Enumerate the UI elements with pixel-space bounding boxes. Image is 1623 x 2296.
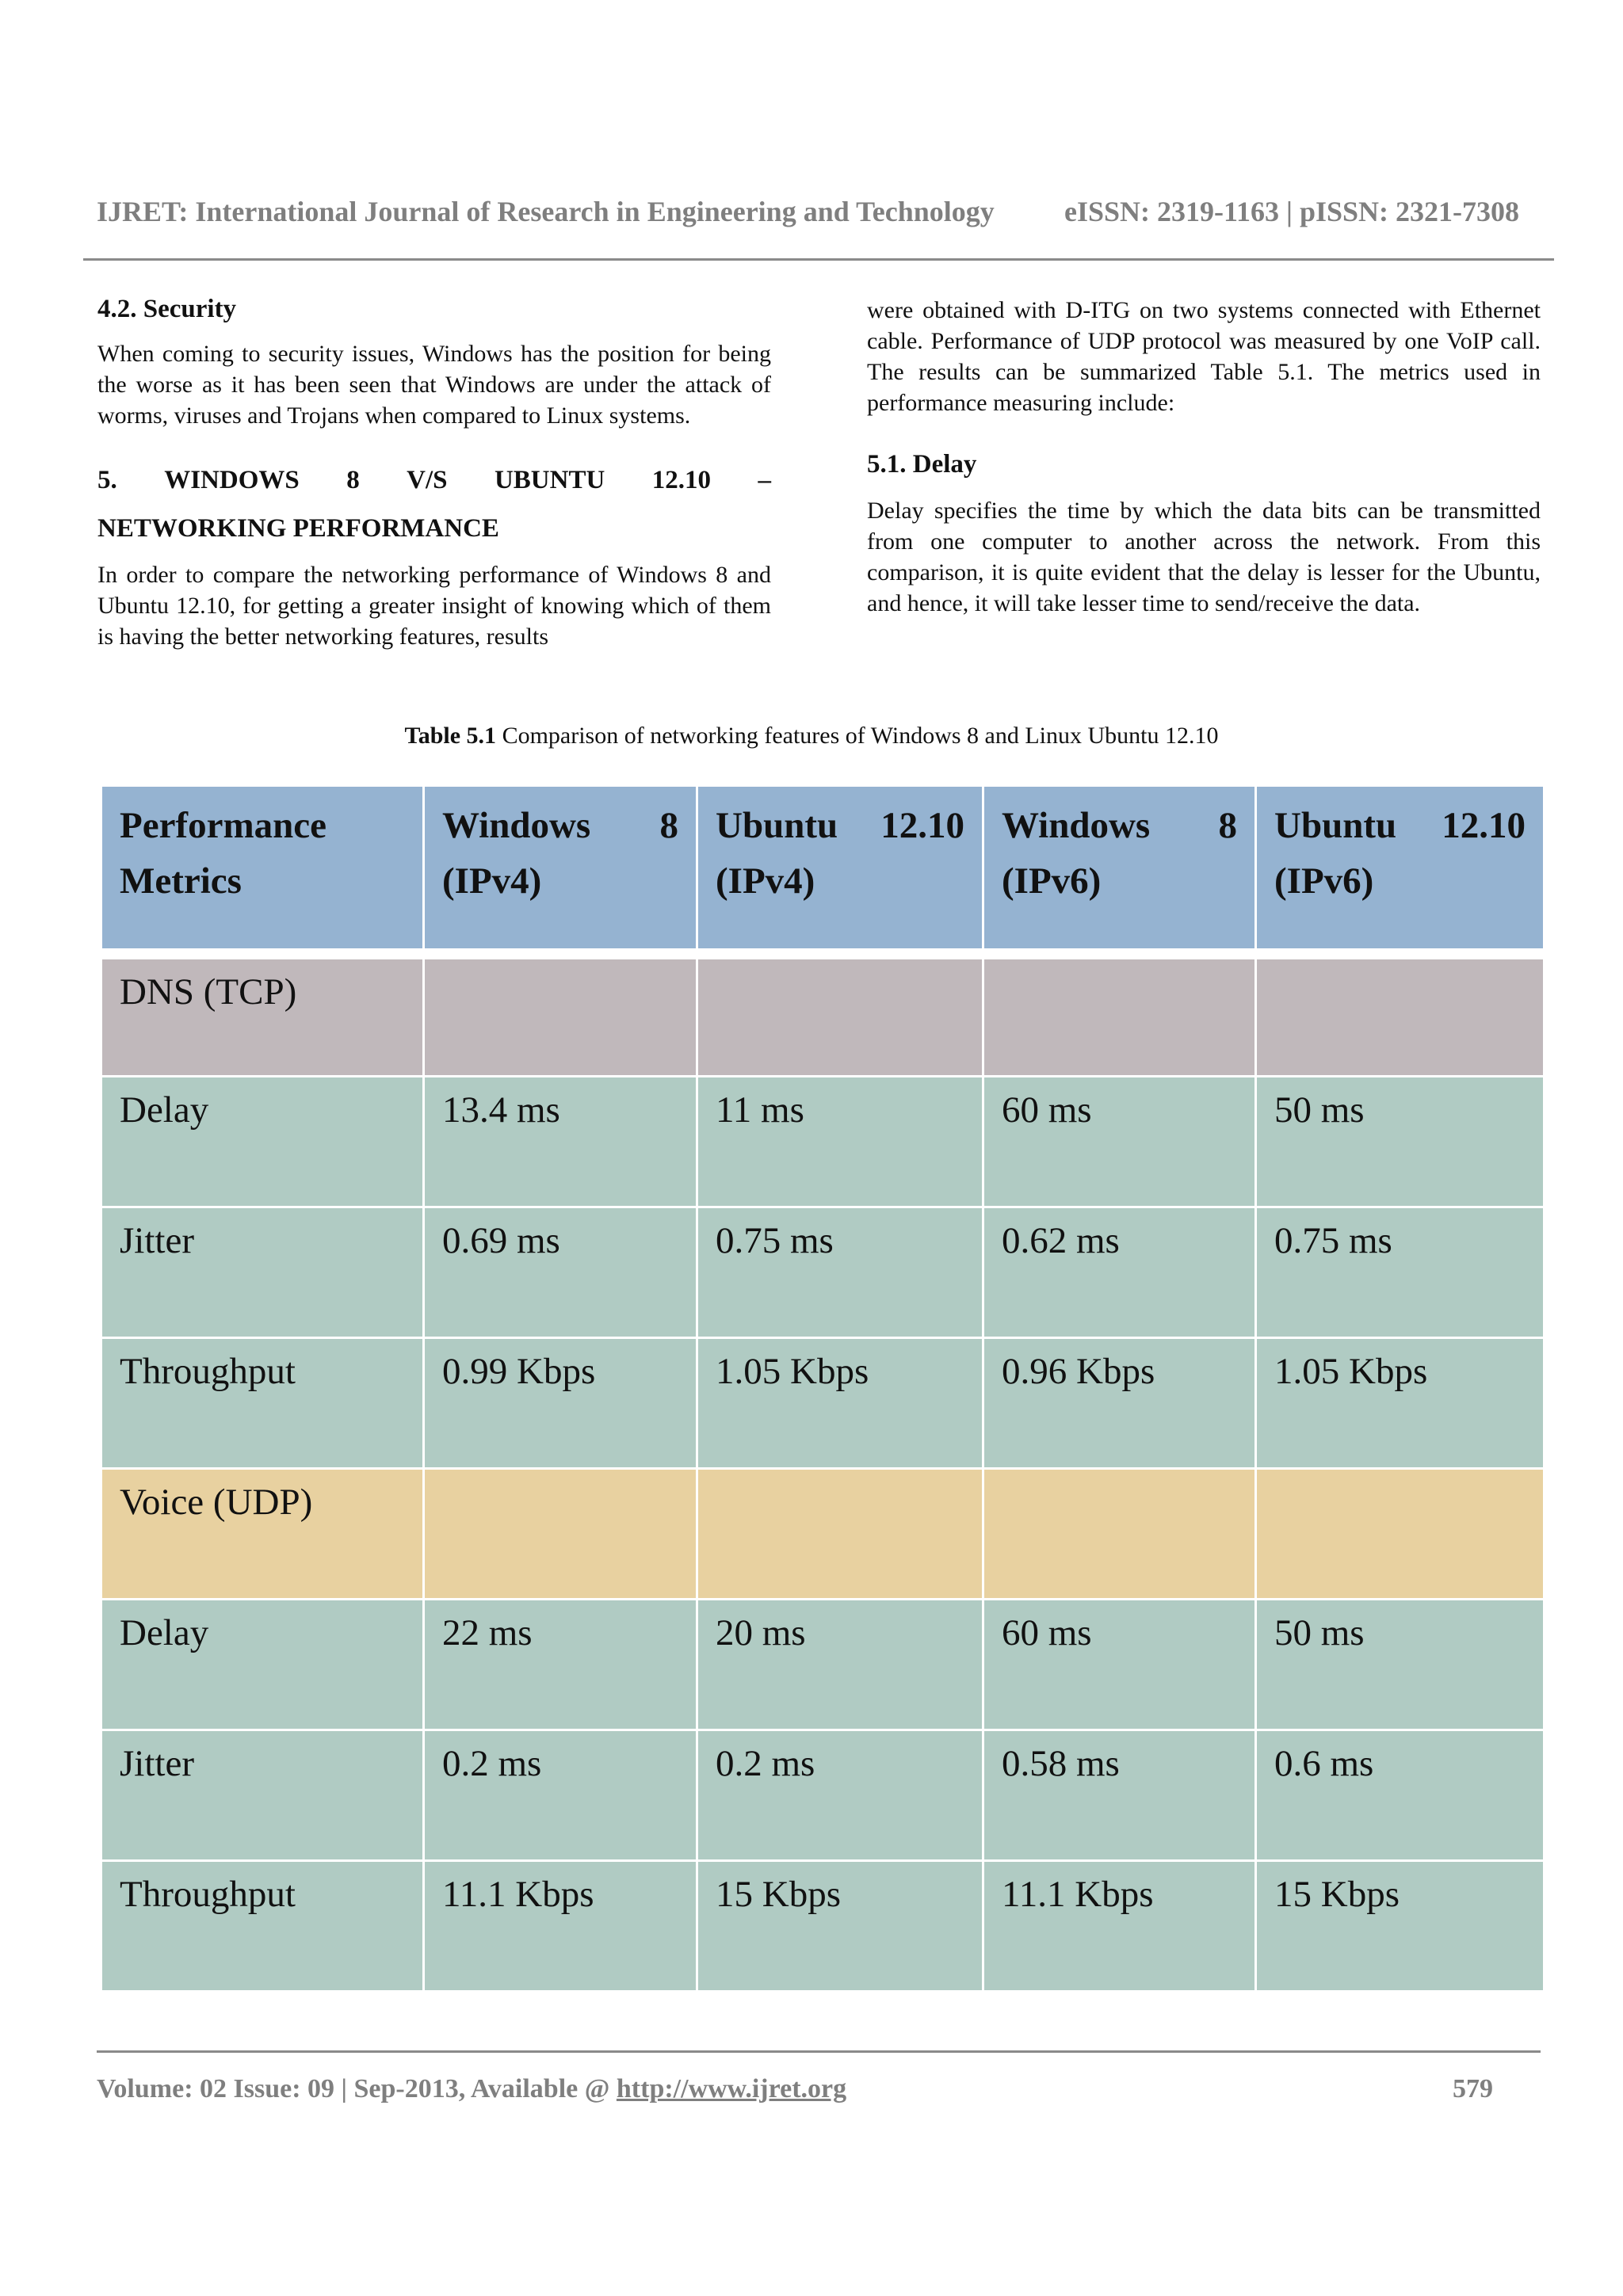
caption-text: Comparison of networking features of Windows 8 and Linux Ubuntu 12.10 [496,723,1219,749]
metric-value: 0.62 ms [984,1208,1254,1337]
column-header [1257,787,1543,948]
metric-value: 11.1 Kbps [984,1862,1254,1990]
title-word: V/S [407,466,448,494]
header-divider [83,258,1554,261]
journal-link[interactable]: http://www.ijret.org [616,2074,847,2103]
metric-value: 22 ms [425,1600,696,1729]
metric-value: 60 ms [984,1077,1254,1206]
header-line: Ubuntu [716,805,838,846]
header-line: Metrics [120,860,242,902]
dns-group-row [102,959,1543,1075]
header-line: 12.10 [1442,805,1526,846]
right-column [867,295,1541,619]
row-gap [102,951,1543,957]
metric-label: Delay [102,1077,422,1206]
header-line: (IPv6) [1002,860,1102,902]
section-4-2-body: When coming to security issues, Windows has the position for being the worse as it has been seen that Windows are under the attack of worms, viruses and Trojans when compared to Linux systems. [97,341,771,429]
metric-value: 0.6 ms [1257,1731,1543,1859]
metric-value: 0.2 ms [698,1731,982,1859]
column-header [102,787,422,948]
header-line: 12.10 [880,805,964,846]
title-word: WINDOWS [164,466,300,494]
section-5-title-line1 [97,466,771,495]
header-line: (IPv6) [1274,860,1374,902]
title-word: 8 [346,466,360,494]
header-line: 8 [659,805,678,846]
footer-text: Volume: 02 Issue: 09 | Sep-2013, Available @ [97,2074,617,2103]
metric-value: 0.96 Kbps [984,1339,1254,1467]
column-header [984,787,1254,948]
continued-body: were obtained with D-ITG on two systems connected with Ethernet cable. Performance of UDP protocol was measured by one VoIP call. The results can be summarized Table 5.1. The metrics used in performance measuring include: [867,297,1541,416]
metric-value: 1.05 Kbps [1257,1339,1543,1467]
column-header [425,787,696,948]
group-label: DNS (TCP) [102,959,422,1075]
section-5-1-title: 5.1. Delay [867,450,977,479]
page-number: 579 [1453,2074,1493,2103]
metric-label: Jitter [102,1208,422,1337]
table-header-row [102,787,1543,948]
table-row [102,1339,1543,1467]
header-line: Windows [442,805,591,846]
header-line: (IPv4) [442,860,542,902]
table-row [102,1600,1543,1729]
section-4-2-title: 4.2. Security [97,295,237,323]
comparison-table [100,784,1545,1993]
title-word: 5. [97,466,117,494]
header-line: Performance [120,805,327,846]
journal-title: IJRET: International Journal of Research in Engineering and Technology [97,196,995,227]
table-row [102,1862,1543,1990]
footer-volume [97,2074,846,2104]
journal-issn: eISSN: 2319-1163 | pISSN: 2321-7308 [1064,196,1519,227]
table-row [102,1731,1543,1859]
metric-value: 0.75 ms [698,1208,982,1337]
caption-label: Table 5.1 [404,723,497,749]
section-5-1-body: Delay specifies the time by which the data bits can be transmitted from one computer to another across the network. From this comparison, it is quite evident that the delay is lesser for the Ubuntu, and hence, it will take lesser time to send/receive the data. [867,498,1541,616]
metric-value: 11.1 Kbps [425,1862,696,1990]
metric-label: Delay [102,1600,422,1729]
title-word: UBUNTU [494,466,605,494]
metric-value: 0.2 ms [425,1731,696,1859]
metric-value: 15 Kbps [698,1862,982,1990]
metric-value: 11 ms [698,1077,982,1206]
metric-value: 0.58 ms [984,1731,1254,1859]
header-line: Ubuntu [1274,805,1397,846]
metric-value: 50 ms [1257,1077,1543,1206]
metric-value: 15 Kbps [1257,1862,1543,1990]
header-line: (IPv4) [716,860,815,902]
metric-label: Throughput [102,1339,422,1467]
title-word: 12.10 [651,466,712,494]
table-row [102,1077,1543,1206]
footer-divider [97,2050,1541,2053]
group-label: Voice (UDP) [102,1470,422,1598]
metric-label: Jitter [102,1731,422,1859]
header-line: 8 [1218,805,1237,846]
column-header [698,787,982,948]
section-5-body: In order to compare the networking performance of Windows 8 and Ubuntu 12.10, for getting a greater insight of knowing which of them is having the better networking features, results [97,562,771,650]
metric-value: 60 ms [984,1600,1254,1729]
title-word: – [758,466,771,494]
header-line: Windows [1002,805,1151,846]
metric-value: 13.4 ms [425,1077,696,1206]
metric-value: 0.69 ms [425,1208,696,1337]
metric-label: Throughput [102,1862,422,1990]
table-row [102,1208,1543,1337]
metric-value: 0.75 ms [1257,1208,1543,1337]
voice-group-row [102,1470,1543,1598]
metric-value: 0.99 Kbps [425,1339,696,1467]
metric-value: 1.05 Kbps [698,1339,982,1467]
metric-value: 50 ms [1257,1600,1543,1729]
metric-value: 20 ms [698,1600,982,1729]
section-5-title-line2: NETWORKING PERFORMANCE [97,514,499,543]
table-caption [0,723,1623,749]
left-column [97,295,771,652]
